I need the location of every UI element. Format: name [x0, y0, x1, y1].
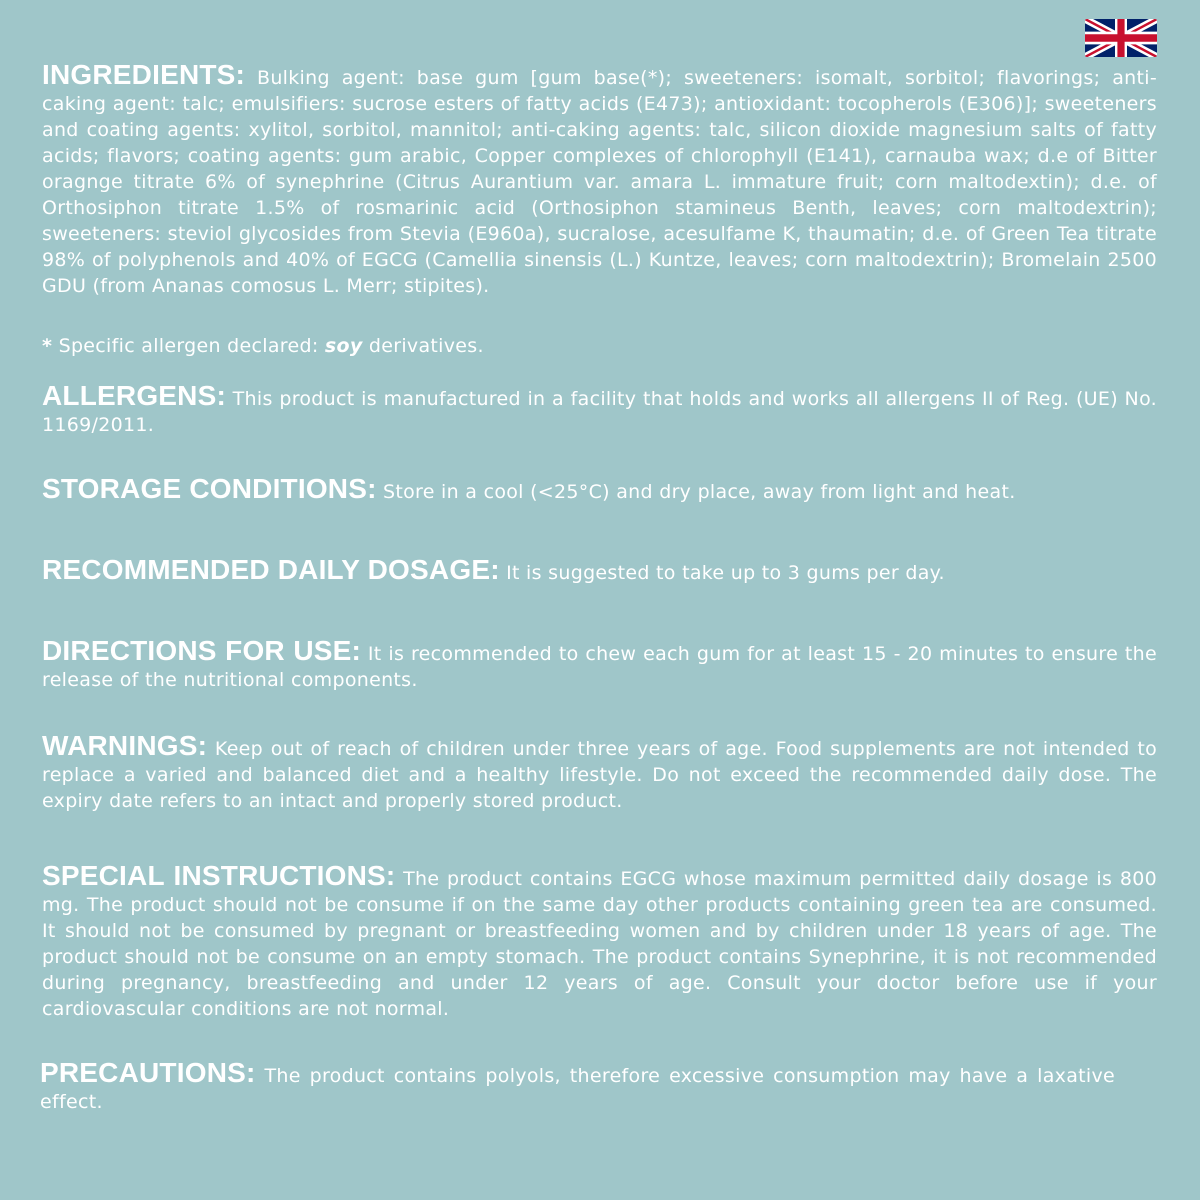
uk-flag-graphic: [1085, 19, 1157, 57]
dosage-heading: RECOMMENDED DAILY DOSAGE:: [42, 554, 500, 585]
uk-flag-icon: [1085, 19, 1157, 57]
ingredients-text: Bulking agent: base gum [gum base(*); sweeteners: isomalt, sorbitol; flavorings; anti-caking agent: talc; emulsifiers: sucrose esters of fatty acids (E473); antioxidant: tocopherols (E306)]; sweeteners and coating agents: xylitol, sorbitol, mannitol; anti-caking agents: talc, silicon dioxide magnesium salts of fatty acids; flavors; coating agents: gum arabic, Copper complexes of chlorophyll (E141), carnauba wax; d.e of Bitter oragnge titrate 6% of synephrine (Citrus Aurantium var. amara L. immature fruit; corn maltodextin); d.e. of Orthosiphon titrate 1.5% of rosmarinic acid (Orthosiphon stamineus Benth, leaves; corn maltodextrin); sweeteners: steviol glycosides from Stevia (E960a), sucralose, acesulfame K, thaumatin; d.e. of Green Tea titrate 98% of polyphenols and 40% of EGCG (Camellia sinensis (L.) Kuntze, leaves; corn maltodextrin); Bromelain 2500 GDU (from Ananas comosus L. Merr; stipites).: [42, 67, 1157, 297]
directions-heading: DIRECTIONS FOR USE:: [42, 635, 362, 666]
allergens-heading: ALLERGENS:: [42, 380, 226, 411]
allergens-text: This product is manufactured in a facility that holds and works all allergens II of Reg. (UE) No. 1169/2011.: [42, 388, 1157, 436]
warnings-heading: WARNINGS:: [42, 730, 208, 761]
storage-text: Store in a cool (<25°C) and dry place, away from light and heat.: [382, 481, 1016, 503]
dosage-section: [42, 554, 1157, 586]
directions-section: [42, 635, 1157, 693]
special-instructions-heading: SPECIAL INSTRUCTIONS:: [42, 860, 396, 891]
ingredients-heading: INGREDIENTS:: [42, 59, 246, 90]
footnote-asterisk: *: [42, 335, 53, 357]
storage-heading: STORAGE CONDITIONS:: [42, 473, 377, 504]
ingredients-section: [42, 59, 1157, 299]
footnote-text-after: derivatives.: [362, 335, 484, 357]
allergens-section: [42, 380, 1157, 438]
warnings-section: [42, 730, 1157, 814]
footnote-text-before: Specific allergen declared:: [52, 335, 325, 357]
footnote-soy: soy: [324, 335, 363, 357]
allergen-footnote: [42, 333, 1157, 359]
dosage-text: It is suggested to take up to 3 gums per day.: [506, 562, 945, 584]
warnings-text: Keep out of reach of children under three years of age. Food supplements are not intended to replace a varied and balanced diet and a healthy lifestyle. Do not exceed the recommended daily dose. The expiry date refers to an intact and properly stored product.: [42, 738, 1157, 812]
precautions-section: [40, 1057, 1115, 1115]
precautions-heading: PRECAUTIONS:: [40, 1057, 256, 1088]
directions-text: It is recommended to chew each gum for at least 15 - 20 minutes to ensure the release of the nutritional components.: [42, 643, 1157, 691]
special-instructions-section: [42, 860, 1157, 1022]
storage-section: [42, 473, 1157, 505]
special-instructions-text: The product contains EGCG whose maximum permitted daily dosage is 800 mg. The product should not be consume if on the same day other products containing green tea are consumed. It should not be consumed by pregnant or breastfeeding women and by children under 18 years of age. The product should not be consume on an empty stomach. The product contains Synephrine, it is not recommended during pregnancy, breastfeeding and under 12 years of age. Consult your doctor before use if your cardiovascular conditions are not normal.: [42, 868, 1157, 1020]
precautions-text: The product contains polyols, therefore excessive consumption may have a laxative effect.: [40, 1065, 1115, 1113]
